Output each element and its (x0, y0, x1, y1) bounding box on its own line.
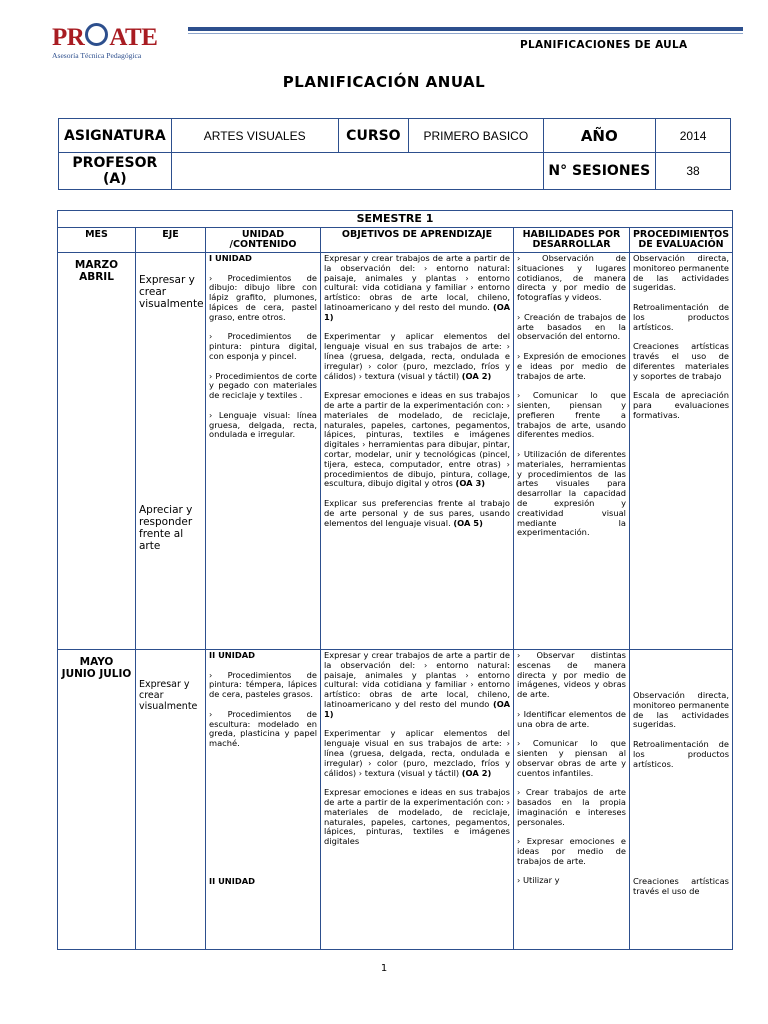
planning-table (57, 210, 733, 950)
list-item: › Procedimientos de pintura: pintura digital, con esponja y pincel. (209, 331, 317, 361)
list-item: › Identificar elementos de una obra de arte. (517, 708, 626, 729)
mes-cell: MAYO JUNIO JULIO (58, 650, 136, 950)
eje-text: Expresar y crear visualmente (139, 679, 198, 712)
list-item: › Procedimientos de escultura: modelado en greda, plasticina y papel maché. (209, 708, 317, 749)
header-rule-thin (188, 33, 743, 34)
col-mes: MES (58, 228, 136, 253)
list-item: Creaciones artísticas través el uso de (633, 876, 730, 896)
profesor-value (171, 153, 543, 190)
proate-logo (52, 22, 192, 68)
header-rule (188, 27, 743, 31)
list-item: › Procedimientos de pintura: témpera, lápices de cera, pasteles grasos. (209, 669, 317, 700)
list-item: › Lenguaje visual: línea gruesa, delgada, recta, ondulada e irregular. (209, 409, 317, 440)
list-item: › Procedimientos de dibujo: dibujo libre con lápiz grafito, plumones, lápices de cera, pastel graso, entre otros. (209, 272, 317, 322)
logo-o-ring (85, 23, 108, 46)
curso-value: PRIMERO BASICO (409, 119, 543, 153)
objective: Experimentar y aplicar elementos del lenguaje visual en sus trabajos de arte: › línea (gruesa, delgada, recta, ondulada e irregular) › color (puro, mezclado, fríos y cálidos) › textura (visual y táctil) (OA 2) (324, 728, 510, 778)
objetivos-cell (321, 650, 514, 950)
anio-label: AÑO (543, 119, 656, 153)
eje-cell (136, 253, 206, 650)
sesiones-label: N° SESIONES (543, 153, 656, 190)
list-item: › Comunicar lo que sienten y piensan al observar obras de arte y cuentos infantiles. (517, 738, 626, 778)
objective: Expresar y crear trabajos de arte a partir de la observación del: › entorno natural: paisaje, animales y plantas › entorno cultural: vida cotidiana y familiar › entorno artístico: obras de arte local, chileno, latinoamericano y del resto del mundo (OA 1) (324, 650, 510, 719)
list-item: Observación directa, monitoreo permanente de las actividades sugeridas. (633, 253, 730, 293)
list-item: › Utilizar y (517, 875, 560, 886)
col-unidad: UNIDAD /CONTENIDO (206, 228, 321, 253)
unidad-title: II UNIDAD (209, 875, 256, 886)
col-eje: EJE (136, 228, 206, 253)
semester-header: SEMESTRE 1 (58, 211, 733, 228)
list-item: Observación directa, monitoreo permanente de las actividades sugeridas. (633, 690, 730, 730)
list-item: › Comunicar lo que sienten, piensan y prefieren frente a trabajos de arte, usando diferentes medios. (517, 390, 626, 440)
objective: Explicar sus preferencias frente al trabajo de arte personal y de sus pares, usando elementos del lenguaje visual. (OA 5) (324, 497, 510, 528)
logo-subtitle: Asesoría Técnica Pedagógica (52, 51, 142, 60)
list-item: › Expresar emociones e ideas por medio de trabajos de arte. (517, 836, 626, 866)
unidad-cell (206, 253, 321, 650)
col-habilidades: HABILIDADES POR DESARROLLAR (514, 228, 630, 253)
list-item: › Expresión de emociones e ideas por medio de trabajos de arte. (517, 350, 626, 381)
asignatura-value: ARTES VISUALES (171, 119, 338, 153)
anio-value: 2014 (656, 119, 731, 153)
unidad-cell (206, 650, 321, 950)
list-item: › Utilización de diferentes materiales, herramientas y procedimientos de las artes visuales para desarrollar la capacidad de expresión y creatividad visual mediante la experimentación. (517, 448, 626, 538)
list-item: Retroalimentación de los productos artísticos. (633, 738, 730, 769)
col-objetivos: OBJETIVOS DE APRENDIZAJE (321, 228, 514, 253)
list-item: Retroalimentación de los productos artísticos. (633, 301, 730, 332)
objective: Expresar y crear trabajos de arte a partir de la observación del: › entorno natural: paisaje, animales y plantas › entorno cultural: vida cotidiana y familiar › entorno artístico: obras de arte local, chileno, latinoamericano y del resto del mundo. (OA 1) (324, 253, 510, 322)
habilidades-cell (514, 253, 630, 650)
objective: Experimentar y aplicar elementos del lenguaje visual en sus trabajos de arte: › línea (gruesa, delgada, recta, ondulada e irregular) › color (puro, mezclado, fríos y cálidos) › textura (visual y táctil) (OA 2) (324, 331, 510, 381)
list-item: › Creación de trabajos de arte basados en la observación del entorno. (517, 311, 626, 342)
list-item: › Procedimientos de corte y pegado con materiales de reciclaje y textiles . (209, 370, 317, 401)
habilidades-cell (514, 650, 630, 950)
curso-label: CURSO (338, 119, 408, 153)
objective: Expresar emociones e ideas en sus trabajos de arte a partir de la experimentación con: › materiales de modelado, de reciclaje, naturales, papeles, cartones, pegamentos, lápices, pinturas, textiles e imágenes digitales (324, 787, 510, 847)
info-table (58, 118, 731, 190)
list-item: Creaciones artísticas través el uso de diferentes materiales y soportes de trabajo (633, 341, 730, 381)
mes-cell: MARZO ABRIL (58, 253, 136, 650)
logo-wordmark: PR ATE (52, 24, 158, 51)
evaluacion-cell (630, 650, 733, 950)
eje-text: Expresar y crear visualmente (139, 274, 204, 310)
page-title: PLANIFICACIÓN ANUAL (282, 73, 486, 91)
list-item: Escala de apreciación para evaluaciones formativas. (633, 390, 730, 420)
objective: Expresar emociones e ideas en sus trabajos de arte a partir de la experimentación con: › materiales de modelado, de reciclaje, naturales, papeles, cartones, pegamentos, lápices, pinturas, textiles e imágenes digitales › herramientas para dibujar, pintar, cortar, modelar, unir y tecnológicas (pincel, tijera, esteca, computador, entre otras) › procedimientos de dibujo, pintura, collage, escultura, dibujo digital y otros (OA 3) (324, 390, 510, 489)
objetivos-cell (321, 253, 514, 650)
section-label: PLANIFICACIONES DE AULA (520, 39, 688, 51)
col-evaluacion: PROCEDIMIENTOS DE EVALUACIÓN (630, 228, 733, 253)
asignatura-label: ASIGNATURA (59, 119, 172, 153)
table-row (58, 650, 733, 950)
page-number: 1 (380, 963, 388, 974)
list-item: › Crear trabajos de arte basados en la propia imaginación e intereses personales. (517, 787, 626, 827)
unidad-title: I UNIDAD (209, 253, 252, 263)
evaluacion-cell (630, 253, 733, 650)
sesiones-value: 38 (656, 153, 731, 190)
list-item: › Observar distintas escenas de manera directa y por medio de imágenes, videos y obras de arte. (517, 650, 626, 700)
eje-cell (136, 650, 206, 950)
profesor-label: PROFESOR (A) (59, 153, 172, 190)
unidad-title: II UNIDAD (209, 650, 256, 660)
table-row (58, 253, 733, 650)
eje-text: Apreciar y responder frente al arte (139, 504, 193, 552)
list-item: › Observación de situaciones y lugares cotidianos, de manera directa y por medio de fotografías y videos. (517, 253, 626, 303)
